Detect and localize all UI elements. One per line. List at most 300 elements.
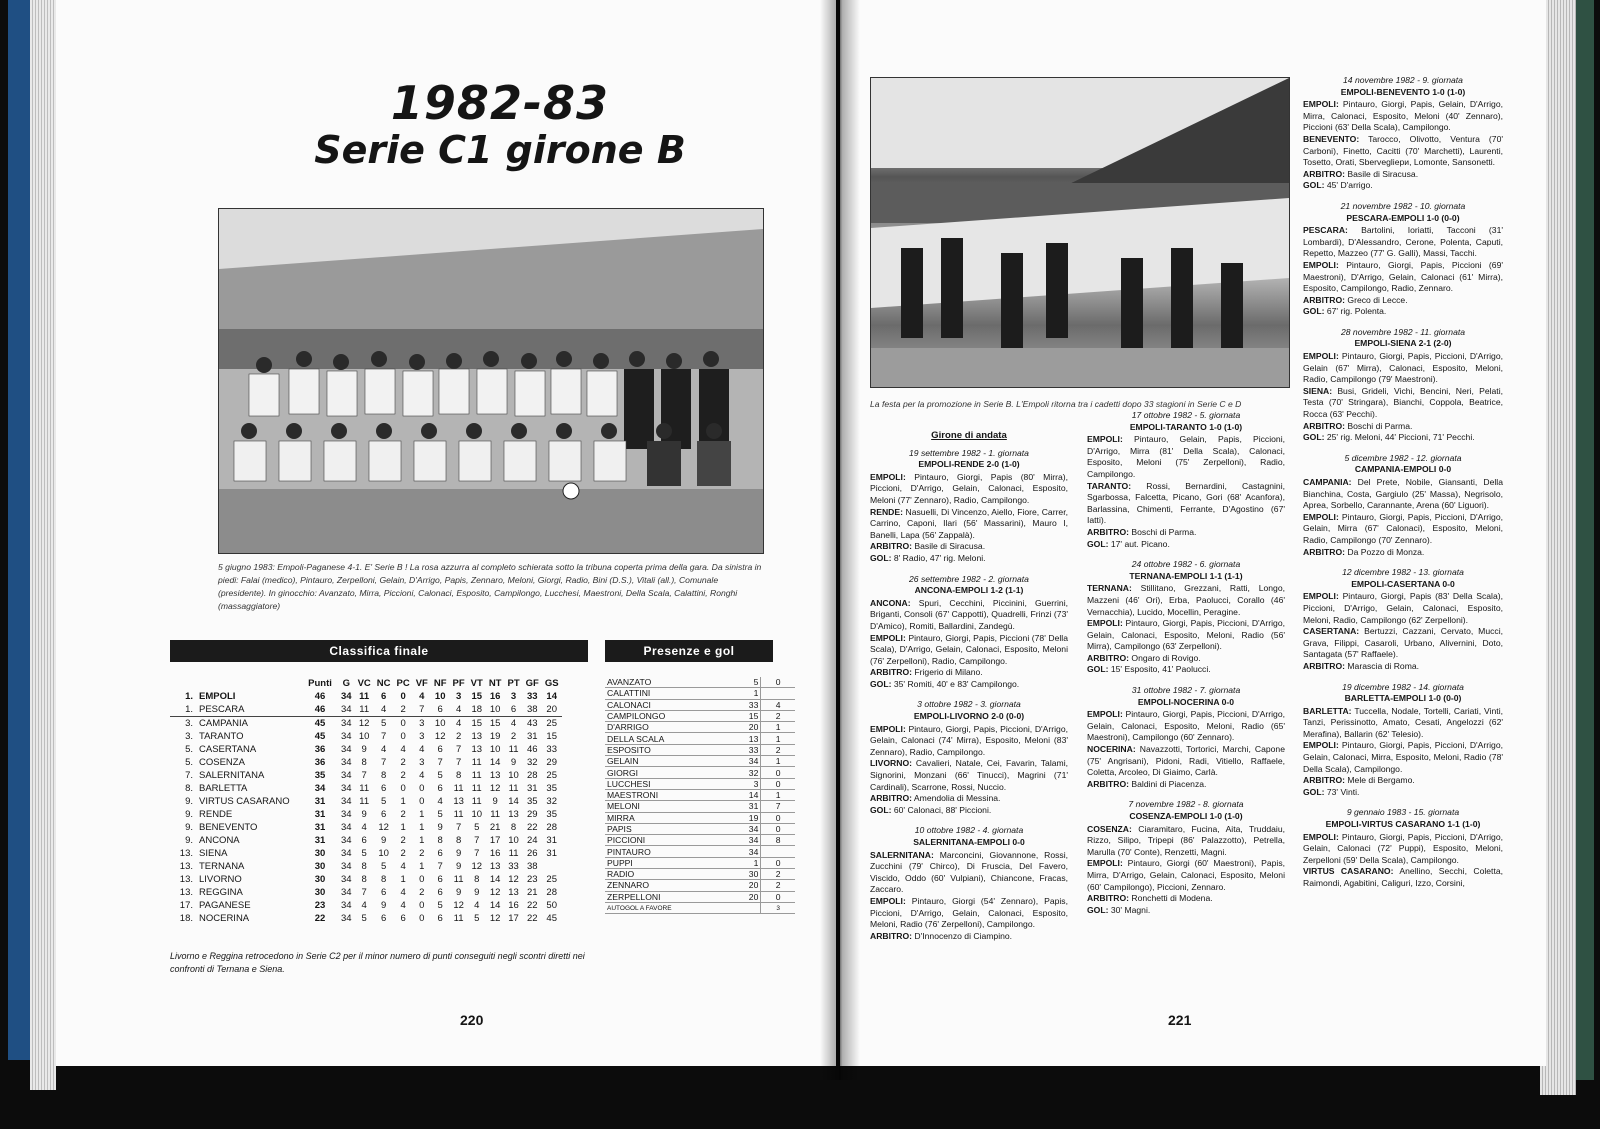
- autogol-value: 3: [761, 902, 795, 913]
- match-line-text: 25' rig. Meloni, 44' Piccioni, 71' Pecchi.: [1324, 432, 1475, 443]
- standings-col-header: G: [342, 677, 350, 689]
- standings-cell: 12: [489, 913, 501, 924]
- appearance-row: [605, 891, 795, 902]
- standings-cell: 5: [381, 796, 387, 807]
- standings-cell: 16: [489, 848, 501, 859]
- standings-cell: 9: [381, 835, 387, 846]
- standings-rank: 1.: [185, 691, 193, 702]
- match-line: [870, 679, 1068, 691]
- standings-cell: 31: [314, 809, 326, 820]
- standings-cell: 34: [341, 822, 352, 833]
- match-line-text: Frigerio di Milano.: [912, 667, 983, 678]
- match-line-text: 8' Radio, 47' rig. Meloni.: [891, 552, 986, 563]
- standings-cell: 10: [471, 809, 483, 820]
- standings-team: CAMPANIA: [199, 718, 248, 729]
- standings-cell: 30: [314, 874, 326, 885]
- match-line: [1303, 295, 1503, 307]
- standings-cell: 13: [508, 887, 519, 898]
- standings-cell: 5: [437, 809, 443, 820]
- match-line: [1303, 626, 1503, 661]
- standings-cell: 34: [341, 744, 352, 755]
- standings-cell: 10: [358, 731, 370, 742]
- player-apps: 32: [725, 767, 761, 778]
- player-apps: 1: [725, 857, 761, 868]
- match-report: [1303, 567, 1503, 672]
- match-line: [1087, 905, 1285, 917]
- match-line-label: RENDE:: [870, 506, 903, 517]
- standings-team: VIRTUS CASARANO: [199, 796, 290, 807]
- standings-cell: 22: [526, 822, 538, 833]
- standings-rank: 1.: [170, 703, 196, 717]
- appearance-row: [605, 710, 795, 721]
- match-line: [1087, 434, 1285, 480]
- standings-cell: 34: [314, 783, 326, 794]
- match-line: [1303, 477, 1503, 512]
- standings-row: [170, 690, 562, 703]
- standings-body: [170, 690, 562, 925]
- player-name: ZENNARO: [605, 880, 725, 891]
- celebration-photo-caption: La festa per la promozione in Serie B. L'Empoli ritorna tra i cadetti dopo 33 stagioni in Serie C e D: [870, 399, 1242, 409]
- match-date: 10 ottobre 1982 - 4. giornata: [914, 825, 1024, 836]
- player-goals: [761, 846, 795, 857]
- match-line-text: Del Prete, Nobile, Giansanti, Della Bianchina, Costa, Gargiulo (25' Massa), Negrisolo, Aprea, Sorbello, Carannante, Arena (60' Liguori).: [1303, 477, 1503, 511]
- standings-cell: 2: [400, 770, 406, 781]
- standings-cell: 31: [314, 822, 326, 833]
- match-line: [870, 896, 1068, 931]
- match-line-text: Nasuelli, Di Vincenzo, Aiello, Fiore, Carrer, Carrino, Caponi, Ilari (56' Massarini), Mauro I, Banelli, Lapa (56' Zappalà).: [870, 506, 1068, 540]
- match-line-text: Pintauro, Giorgi, Papis, Piccioni, D'Arrigo, Gelain, Calonaci, Esposito, Meloni, Radio (56' Mirra), Campilongo (63' Zerpelloni).: [1087, 618, 1285, 652]
- standings-cell: 7: [381, 757, 387, 768]
- standings-cell: 12: [489, 783, 501, 794]
- match-date: 7 novembre 1982 - 8. giornata: [1128, 799, 1244, 810]
- standings-row: [170, 756, 562, 769]
- standings-cell: 0: [419, 913, 425, 924]
- standings-cell: 8: [381, 874, 387, 885]
- standings-team: RENDE: [199, 809, 233, 820]
- standings-cell: 10: [508, 835, 519, 846]
- standings-cell: 8: [510, 822, 517, 833]
- player-apps: 20: [725, 891, 761, 902]
- standings-cell: 36: [314, 757, 326, 768]
- standings-col-header: GF: [525, 677, 539, 689]
- match-line-text: Mele di Bergamo.: [1345, 775, 1415, 786]
- standings-cell: 11: [359, 796, 370, 807]
- standings-cell: 1: [400, 874, 406, 885]
- match-line-label: SIENA:: [1303, 385, 1333, 396]
- standings-cell: 34: [341, 835, 352, 846]
- match-line: [1087, 824, 1285, 859]
- match-line-label: NOCERINA:: [1087, 744, 1136, 755]
- standings-cell: 7: [474, 835, 480, 846]
- match-line: [870, 472, 1068, 507]
- standings-team: TERNANA: [199, 861, 245, 872]
- standings-cell: 5: [437, 770, 443, 781]
- match-line-text: Anellino, Secchi, Coletta, Raimondi, Agabitini, Caliguri, Izzo, Corsini,: [1303, 866, 1503, 888]
- standings-cell: 0: [400, 731, 406, 742]
- match-line-text: Pintauro, Giorgi, Papis, Piccioni, D'Arrigo, Gelain, Calonaci, Esposito, Meloni, Radio (65' Maestroni), Campilongo (60' Zennaro).: [1087, 709, 1285, 743]
- standings-cell: 15: [489, 718, 501, 729]
- standings-cell: 0: [419, 900, 425, 911]
- standings-cell: 17: [508, 913, 519, 924]
- standings-cell: 1: [400, 796, 406, 807]
- standings-cell: 35: [314, 770, 326, 781]
- standings-col-header: NT: [488, 677, 502, 689]
- match-line-label: ARBITRO:: [1087, 526, 1130, 537]
- appearances-table: [605, 677, 795, 914]
- match-date: 21 novembre 1982 - 10. giornata: [1340, 200, 1466, 211]
- standings-cell: 6: [361, 835, 367, 846]
- match-line: [1087, 583, 1285, 618]
- match-line-label: ARBITRO:: [870, 930, 913, 941]
- standings-cell: 14: [508, 796, 519, 807]
- match-line: [1303, 591, 1503, 626]
- standings-cell: 11: [471, 757, 482, 768]
- match-line-text: 15' Esposito, 41' Paolucci.: [1108, 664, 1211, 675]
- match-line-text: Pintauro, Giorgi, Papis, Piccioni (69' Maestroni), D'Arrigo, Gelain, Calonaci (61' Mirra), Esposito, Campilongo, Radio, Zennaro.: [1303, 259, 1503, 294]
- match-title: COSENZA-EMPOLI 1-0 (1-0): [1129, 811, 1243, 821]
- celebration-photo: [870, 77, 1290, 388]
- standings-rank: 13.: [179, 861, 193, 872]
- player-name: DELLA SCALA: [605, 733, 725, 744]
- standings-cell: 32: [546, 796, 557, 807]
- standings-cell: 4: [450, 703, 468, 717]
- standings-cell: 22: [526, 900, 538, 911]
- match-report: [1087, 685, 1285, 790]
- appearance-row: [605, 733, 795, 744]
- match-line-text: Pintauro, Giorgi, Papis (83' Della Scala), Piccioni, D'Arrigo, Gelain, Calonaci, Esposito, Meloni, Radio, Campilongo (62' Zerpelloni).: [1303, 591, 1503, 625]
- standings-cell: 38: [523, 703, 542, 717]
- match-line-label: LIVORNO:: [870, 758, 913, 769]
- match-line: [870, 793, 1068, 805]
- standings-col-header: VF: [415, 677, 428, 689]
- player-goals: 0: [761, 677, 795, 688]
- standings-cell: 9: [510, 757, 517, 768]
- match-line: [1303, 386, 1503, 421]
- standings-cell: 34: [341, 718, 352, 729]
- standings-col-header: VC: [357, 677, 371, 689]
- standings-cell: 12: [378, 822, 389, 833]
- standings-row: [170, 860, 562, 873]
- standings-cell: 29: [546, 757, 557, 768]
- appearance-row: [605, 677, 795, 688]
- match-line-text: Ciaramitaro, Fucina, Aita, Truddaiu, Rizzo, Silipo, Tripepi (86' Palazzotto), Petrella, Marulla (70' Conte), Renzetti, Magni.: [1087, 823, 1285, 857]
- standings-cell: 6: [381, 913, 387, 924]
- standings-cell: 11: [471, 770, 482, 781]
- standings-cell: 24: [526, 835, 538, 846]
- standings-cell: 34: [341, 783, 352, 794]
- page-number-right: 221: [1168, 1012, 1192, 1028]
- standings-col-header: PT: [507, 677, 520, 689]
- player-apps: 13: [725, 733, 761, 744]
- standings-cell: 46: [302, 703, 338, 717]
- standings-cell: 4: [381, 744, 387, 755]
- standings-cell: 5: [361, 848, 367, 859]
- standings-cell: 7: [361, 770, 367, 781]
- match-line: [1303, 512, 1503, 547]
- standings-cell: 0: [419, 783, 425, 794]
- match-report: [1303, 682, 1503, 799]
- autogol-label: AUTOGOL A FAVORE: [605, 902, 761, 913]
- player-apps: 31: [725, 801, 761, 812]
- match-line-label: GOL:: [870, 552, 892, 563]
- match-line: [1303, 706, 1503, 741]
- league-title: Serie C1 girone B: [314, 128, 686, 172]
- standings-team: BARLETTA: [199, 783, 248, 794]
- standings-cell: 16: [489, 691, 501, 702]
- player-apps: 19: [725, 812, 761, 823]
- match-line-label: GOL:: [870, 804, 892, 815]
- player-goals: [761, 688, 795, 699]
- standings-cell: 8: [455, 770, 462, 781]
- standings-cell: 5: [381, 718, 387, 729]
- match-line-text: Pintauro, Giorgi (54' Zennaro), Papis, Piccioni, D'Arrigo, Gelain, Calonaci, Esposito, Meloni, Radio (76' Zerpelloni), Campilongo.: [870, 895, 1068, 930]
- standings-title: Classifica finale: [170, 640, 588, 662]
- match-line: [1087, 709, 1285, 744]
- match-title: SALERNITANA-EMPOLI 0-0: [913, 837, 1025, 847]
- player-goals: 1: [761, 789, 795, 800]
- standings-cell: 7: [361, 887, 367, 898]
- match-line-label: PESCARA:: [1303, 225, 1348, 236]
- standings-cell: 15: [546, 731, 557, 742]
- match-report: [870, 574, 1068, 691]
- appearance-row: [605, 801, 795, 812]
- standings-cell: 11: [471, 796, 482, 807]
- standings-cell: 1: [419, 809, 425, 820]
- player-name: ESPOSITO: [605, 744, 725, 755]
- standings-cell: 11: [359, 691, 370, 702]
- standings-cell: 14: [489, 757, 501, 768]
- standings-cell: 11: [453, 874, 464, 885]
- standings-table: [170, 676, 562, 925]
- standings-cell: 9: [361, 744, 367, 755]
- standings-cell: 10: [508, 770, 519, 781]
- match-title: EMPOLI-VIRTUS CASARANO 1-1 (1-0): [1325, 819, 1481, 830]
- standings-cell: 9: [437, 822, 443, 833]
- match-line-label: EMPOLI:: [1087, 618, 1123, 629]
- standings-cell: 7: [455, 744, 462, 755]
- match-line-label: GOL:: [1303, 306, 1325, 317]
- match-line-text: Busi, Grideli, Vichi, Bencini, Neri, Pelati, Testa (70' Stringara), Bianchi, Coppola, Beatrice, Rocca (63' Pecchi).: [1303, 385, 1503, 420]
- player-goals: 2: [761, 880, 795, 891]
- standings-cell: 7: [474, 848, 480, 859]
- appearance-row: [605, 857, 795, 868]
- match-date: 9 gennaio 1983 - 15. giornata: [1346, 807, 1460, 818]
- standings-cell: 10: [378, 848, 389, 859]
- match-line-label: ARBITRO:: [1303, 168, 1346, 179]
- standings-cell: 21: [489, 822, 501, 833]
- appearance-row: [605, 688, 795, 699]
- match-list-1: [870, 448, 1068, 943]
- standings-cell: 22: [526, 913, 538, 924]
- standings-cell: 6: [437, 913, 443, 924]
- page-number-left: 220: [460, 1012, 484, 1028]
- standings-rank: 17.: [179, 900, 193, 911]
- match-line-label: GOL:: [1087, 538, 1109, 549]
- match-date: 28 novembre 1982 - 11. giornata: [1340, 326, 1466, 337]
- match-line-label: GOL:: [1087, 904, 1109, 915]
- match-line: [1303, 99, 1503, 134]
- standings-cell: 31: [526, 731, 538, 742]
- standings-cell: 21: [526, 887, 538, 898]
- standings-cell: 7: [437, 861, 443, 872]
- match-line-text: Baldini di Piacenza.: [1129, 778, 1207, 789]
- standings-cell: 6: [381, 887, 387, 898]
- match-line-text: 45' D'arrigo.: [1324, 180, 1373, 191]
- match-line: [870, 805, 1068, 817]
- match-line-label: EMPOLI:: [1303, 591, 1339, 602]
- standings-cell: 3: [419, 731, 425, 742]
- player-name: PAPIS: [605, 823, 725, 834]
- match-line-label: EMPOLI:: [1087, 434, 1123, 445]
- player-goals: 1: [761, 756, 795, 767]
- match-line-label: EMPOLI:: [1303, 99, 1339, 110]
- player-goals: 2: [761, 744, 795, 755]
- match-line: [1303, 547, 1503, 559]
- standings-cell: 12: [489, 887, 501, 898]
- standings-cell: 28: [526, 770, 538, 781]
- player-apps: 20: [725, 722, 761, 733]
- team-photo-art: [219, 209, 763, 553]
- standings-col-header: NC: [376, 677, 391, 689]
- match-line-label: ARBITRO:: [870, 541, 913, 552]
- standings-cell: 31: [526, 783, 538, 794]
- match-report: [870, 448, 1068, 565]
- match-report: [1303, 327, 1503, 444]
- match-line-text: Ronchetti di Modena.: [1129, 893, 1213, 904]
- standings-cell: 19: [489, 731, 501, 742]
- standings-cell: 25: [546, 874, 557, 885]
- standings-cell: 11: [508, 783, 519, 794]
- match-line-label: GOL:: [1303, 180, 1325, 191]
- standings-cell: 4: [455, 718, 462, 729]
- match-line: [870, 507, 1068, 542]
- appearance-row: [605, 835, 795, 846]
- standings-row: [170, 782, 562, 795]
- match-line-text: 30' Magni.: [1108, 904, 1151, 915]
- match-line: [1087, 653, 1285, 665]
- standings-cell: 10: [489, 744, 501, 755]
- standings-rank: 5.: [185, 757, 193, 768]
- match-line: [1303, 432, 1503, 444]
- match-line-text: Tarocco, Olivotto, Ventura (70' Carboni), Finetto, Cacitti (70' Marchetti), Laurenti, Tosetto, Orati, Sbervegliери, Lomonte, Sansonetti.: [1303, 133, 1503, 168]
- match-line: [1087, 779, 1285, 791]
- standings-cell: 33: [526, 691, 538, 702]
- standings-cell: 20: [542, 703, 562, 717]
- standings-cell: 23: [526, 874, 538, 885]
- match-title: EMPOLI-NOCERINA 0-0: [1137, 696, 1235, 707]
- match-line-text: Da Pozzo di Monza.: [1345, 546, 1425, 557]
- standings-cell: 34: [341, 809, 352, 820]
- match-line: [1303, 775, 1503, 787]
- standings-row: [170, 808, 562, 821]
- standings-cell: 6: [400, 913, 406, 924]
- match-line-label: GOL:: [1303, 786, 1325, 797]
- standings-team: PAGANESE: [199, 900, 251, 911]
- match-line-label: EMPOLI:: [1303, 351, 1339, 362]
- match-title: EMPOLI-LIVORNO 2-0 (0-0): [913, 711, 1025, 722]
- match-line: [1303, 661, 1503, 673]
- match-line-label: ARBITRO:: [1303, 420, 1346, 431]
- match-column-2: [1087, 410, 1285, 916]
- match-line: [1303, 169, 1503, 181]
- standings-cell: 7: [455, 822, 462, 833]
- standings-row: [170, 703, 562, 717]
- player-goals: 0: [761, 767, 795, 778]
- match-title: EMPOLI-SIENA 2-1 (2-0): [1354, 338, 1452, 349]
- standings-team: SALERNITANA: [199, 770, 265, 781]
- standings-team: REGGINA: [199, 887, 243, 898]
- standings-rank: 3.: [185, 731, 193, 742]
- match-line-text: Marascia di Roma.: [1345, 660, 1420, 671]
- standings-cell: 10: [486, 703, 505, 717]
- match-line: [1087, 481, 1285, 527]
- match-date: 5 dicembre 1982 - 12. giornata: [1344, 452, 1462, 463]
- player-name: CALATTINI: [605, 688, 725, 699]
- match-line: [870, 758, 1068, 793]
- match-line-text: Pintauro, Giorgi, Papis, Piccioni, D'Arrigo, Gelain, Calonaci, Mirra, Esposito, Meloni, Radio (78' Della Scala), Campilongo.: [1303, 740, 1503, 774]
- standings-cell: 31: [314, 796, 326, 807]
- match-report: [1087, 799, 1285, 916]
- player-name: MIRRA: [605, 812, 725, 823]
- standings-cell: 3: [419, 718, 425, 729]
- standings-cell: 34: [341, 874, 352, 885]
- book-spine: [820, 0, 860, 1080]
- appearance-row: [605, 756, 795, 767]
- match-report: [1303, 807, 1503, 889]
- standings-cell: 11: [453, 913, 464, 924]
- match-line: [1303, 832, 1503, 867]
- match-line-text: Ongaro di Rovigo.: [1129, 652, 1201, 663]
- standings-cell: 5: [474, 822, 480, 833]
- standings-cell: 25: [546, 770, 557, 781]
- standings-team: BENEVENTO: [199, 822, 258, 833]
- player-goals: 0: [761, 823, 795, 834]
- match-line-text: Bartolini, Ioriatti, Tacconi (31' Lombardi), D'Alessandro, Cerone, Polenta, Caputi, Repetto, Mazzeo (77' G. Galli), Massi, Tacchi.: [1303, 225, 1503, 259]
- player-name: LUCCHESI: [605, 778, 725, 789]
- standings-cell: 18: [468, 703, 486, 717]
- match-line-label: COSENZA:: [1087, 823, 1132, 834]
- standings-row: [170, 717, 562, 731]
- match-line-text: Greco di Lecce.: [1345, 294, 1408, 305]
- standings-cell: 6: [437, 874, 443, 885]
- standings-cell: 43: [526, 718, 538, 729]
- player-goals: 0: [761, 812, 795, 823]
- standings-row: [170, 873, 562, 886]
- standings-cell: 2: [400, 757, 406, 768]
- player-apps: 3: [725, 778, 761, 789]
- standings-cell: 46: [314, 691, 326, 702]
- appearance-row: [605, 744, 795, 755]
- match-line-label: ARBITRO:: [1087, 652, 1130, 663]
- standings-cell: 12: [434, 731, 446, 742]
- standings-cell: 9: [455, 848, 462, 859]
- standings-cell: 11: [508, 848, 519, 859]
- match-line: [1087, 539, 1285, 551]
- match-line-label: ANCONA:: [870, 597, 911, 608]
- appearance-row: [605, 880, 795, 891]
- standings-cell: 4: [361, 900, 367, 911]
- standings-rank: 3.: [185, 718, 193, 729]
- match-line-label: EMPOLI:: [870, 723, 906, 734]
- standings-row: [170, 821, 562, 834]
- match-line-label: TARANTO:: [1087, 480, 1132, 491]
- match-line-text: 73' Vinti.: [1324, 786, 1360, 797]
- match-report: [1303, 201, 1503, 318]
- standings-team: EMPOLI: [199, 691, 236, 702]
- standings-col-header: VT: [470, 677, 483, 689]
- standings-cell: 23: [314, 900, 326, 911]
- standings-cell: 8: [361, 874, 367, 885]
